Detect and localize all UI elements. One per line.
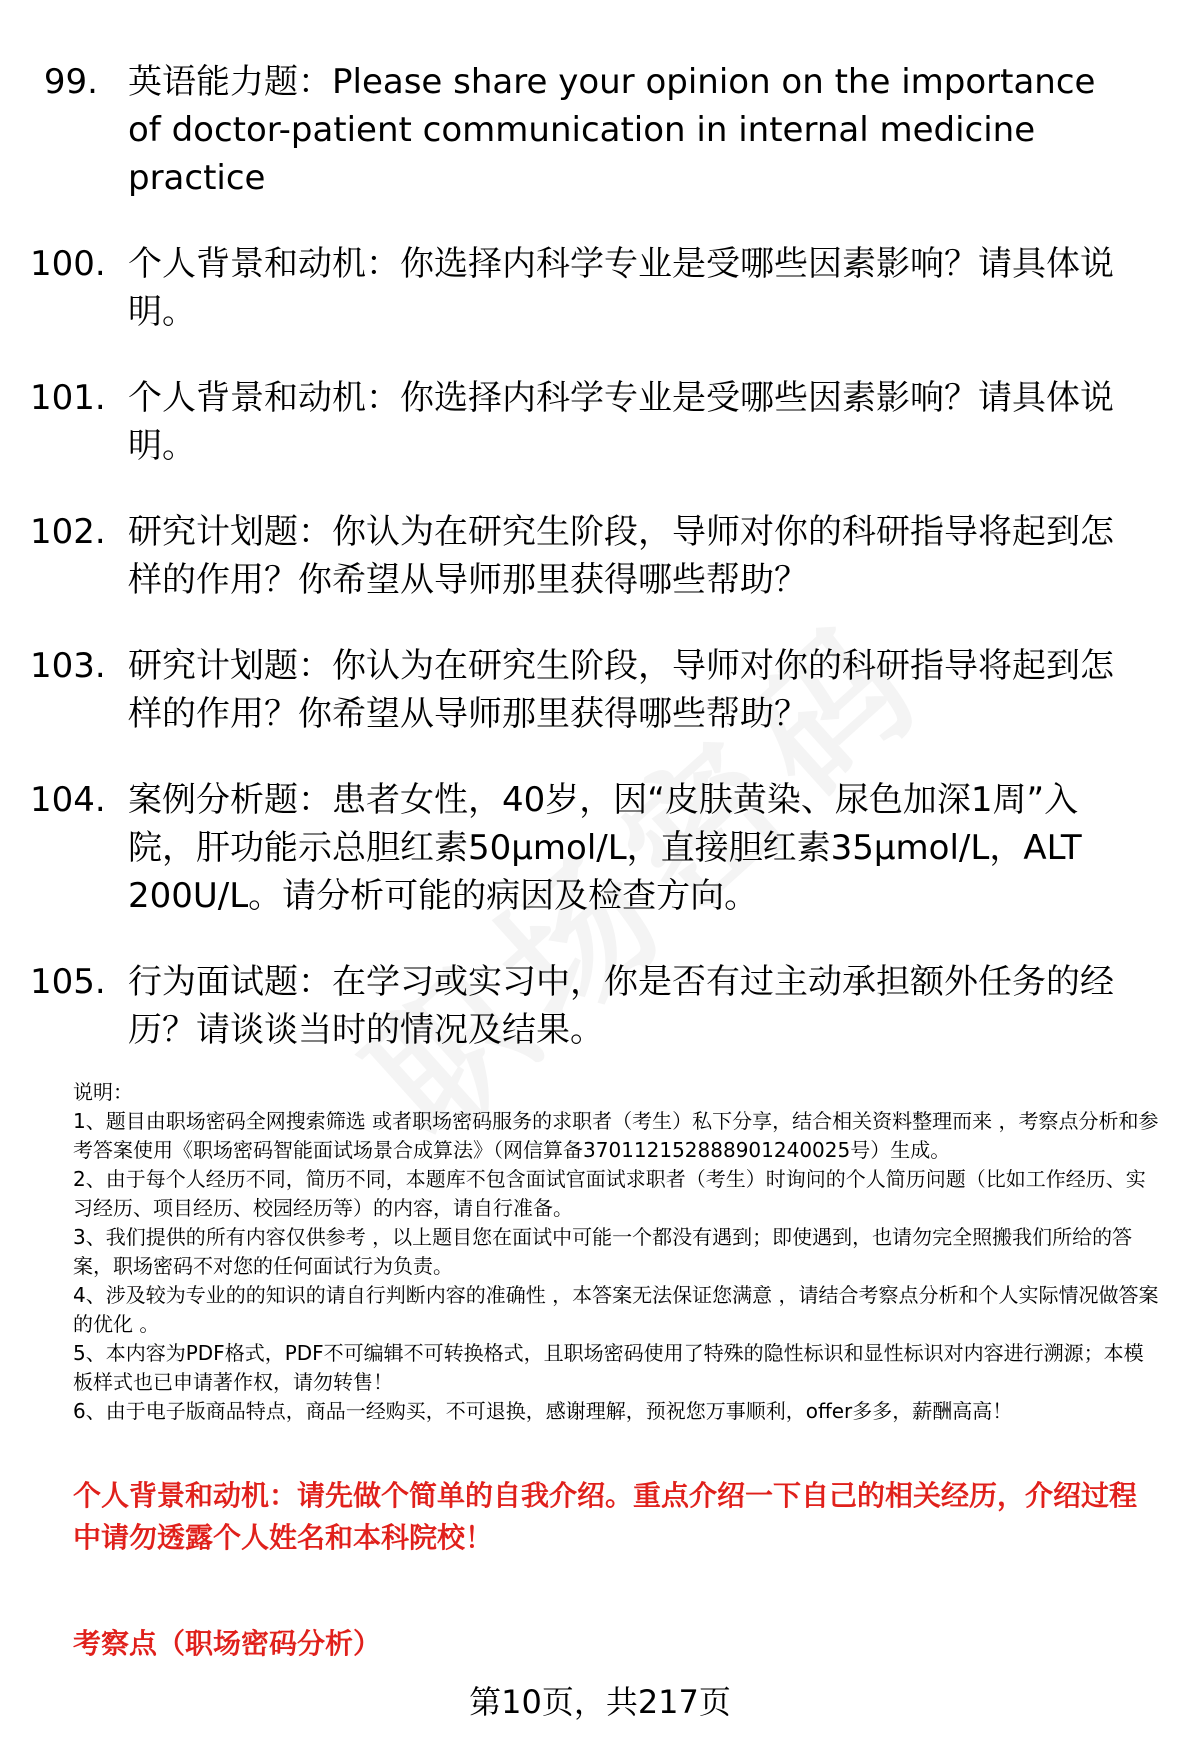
question-number: 103. bbox=[30, 646, 106, 686]
question-item bbox=[30, 240, 1170, 336]
question-item bbox=[30, 508, 1170, 604]
note-item: 1、题目由职场密码全网搜索筛选 或者职场密码服务的求职者（考生）私下分享，结合相关资料整理而来 ，考察点分析和参考答案使用《职场密码智能面试场景合成算法》（网信算备370112152888901240025号）生成。 bbox=[73, 1109, 1159, 1162]
question-item bbox=[30, 776, 1170, 920]
question-item bbox=[30, 642, 1170, 738]
question-text: 研究计划题：你认为在研究生阶段，导师对你的科研指导将起到怎样的作用？你希望从导师那里获得哪些帮助？ bbox=[128, 646, 1114, 734]
question-text: 行为面试题：在学习或实习中，你是否有过主动承担额外任务的经历？请谈谈当时的情况及结果。 bbox=[128, 962, 1114, 1050]
notes-title: 说明： bbox=[73, 1080, 133, 1104]
question-text: 研究计划题：你认为在研究生阶段，导师对你的科研指导将起到怎样的作用？你希望从导师那里获得哪些帮助？ bbox=[128, 512, 1114, 600]
note-item: 5、本内容为PDF格式，PDF不可编辑不可转换格式，且职场密码使用了特殊的隐性标识和显性标识对内容进行溯源；本模板样式也已申请著作权，请勿转售！ bbox=[73, 1341, 1144, 1394]
question-text: 个人背景和动机：你选择内科学专业是受哪些因素影响？请具体说明。 bbox=[128, 244, 1114, 332]
question-item bbox=[30, 958, 1170, 1054]
question-text: 案例分析题：患者女性，40岁，因“皮肤黄染、尿色加深1周”入院，肝功能示总胆红素50μmol/L，直接胆红素35μmol/L，ALT 200U/L。请分析可能的病因及检查方向。 bbox=[128, 780, 1082, 916]
notes-section bbox=[73, 1078, 1163, 1426]
question-number: 99. bbox=[43, 62, 98, 102]
note-item: 4、涉及较为专业的的知识的请自行判断内容的准确性 ，本答案无法保证您满意 ，请结合考察点分析和个人实际情况做答案的优化 。 bbox=[73, 1283, 1159, 1336]
question-item bbox=[30, 58, 1170, 202]
question-number: 104. bbox=[30, 780, 106, 820]
question-item bbox=[30, 374, 1170, 470]
note-item: 3、我们提供的所有内容仅供参考 ，以上题目您在面试中可能一个都没有遇到；即使遇到，也请勿完全照搬我们所给的答案，职场密码不对您的任何面试行为负责。 bbox=[73, 1225, 1133, 1278]
question-list bbox=[30, 58, 1170, 1092]
question-number: 101. bbox=[30, 378, 106, 418]
question-number: 105. bbox=[30, 962, 106, 1002]
question-text: 英语能力题：Please share your opinion on the importance of doctor-patient communication in internal medicine practice bbox=[128, 62, 1096, 198]
highlight-question: 个人背景和动机：请先做个简单的自我介绍。重点介绍一下自己的相关经历，介绍过程中请勿透露个人姓名和本科院校！ bbox=[73, 1479, 1138, 1554]
page-footer: 第10页，共217页 bbox=[469, 1683, 731, 1721]
question-number: 100. bbox=[30, 244, 106, 284]
question-number: 102. bbox=[30, 512, 106, 552]
question-text: 个人背景和动机：你选择内科学专业是受哪些因素影响？请具体说明。 bbox=[128, 378, 1114, 466]
note-item: 2、由于每个人经历不同，简历不同，本题库不包含面试官面试求职者（考生）时询问的个人简历问题（比如工作经历、实习经历、项目经历、校园经历等）的内容，请自行准备。 bbox=[73, 1167, 1146, 1220]
section-heading: 考察点（职场密码分析） bbox=[73, 1627, 382, 1660]
note-item: 6、由于电子版商品特点，商品一经购买，不可退换，感谢理解，预祝您万事顺利，offer多多，薪酬高高！ bbox=[73, 1399, 1013, 1423]
